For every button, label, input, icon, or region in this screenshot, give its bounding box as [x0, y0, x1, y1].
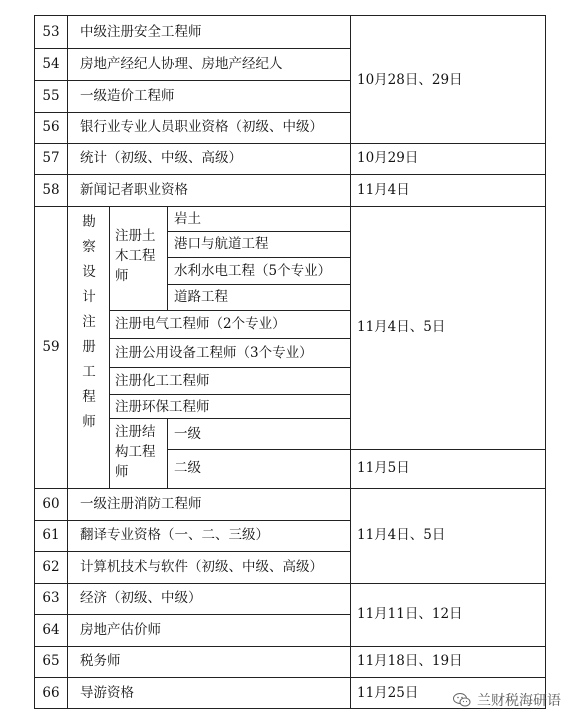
- row-number: 58: [42, 182, 60, 198]
- exam-name: 导游资格: [80, 685, 134, 701]
- row-number: 66: [42, 685, 60, 701]
- exam-date: 11月25日: [357, 685, 419, 701]
- exam-date: 11月4日、5日: [357, 319, 446, 335]
- rule: [34, 48, 350, 49]
- utility-engineer: 注册公用设备工程师（3个专业）: [115, 345, 313, 361]
- exam-name: 中级注册安全工程师: [80, 24, 202, 40]
- survey-category: 勘察设计注册工程师: [82, 214, 96, 430]
- structural-level: 一级: [174, 426, 201, 442]
- rule: [34, 174, 545, 175]
- rule: [109, 310, 350, 311]
- exam-name: 新闻记者职业资格: [80, 182, 188, 198]
- structural-engineer-label: 注册结构工程师: [115, 424, 156, 480]
- wechat-icon: [453, 692, 471, 708]
- exam-name: 统计（初级、中级、高级）: [80, 150, 242, 166]
- exam-name: 计算机技术与软件（初级、中级、高级）: [80, 559, 323, 575]
- row-number: 57: [42, 150, 60, 166]
- watermark: [453, 690, 561, 710]
- rule: [34, 112, 350, 113]
- rule: [167, 231, 350, 232]
- row-number: 63: [42, 590, 60, 606]
- exam-name: 房地产估价师: [80, 622, 161, 638]
- exam-date: 11月5日: [357, 460, 410, 476]
- rule: [109, 338, 350, 339]
- civil-engineer-label: 注册土木工程师: [115, 228, 156, 284]
- rule: [167, 449, 545, 450]
- rule: [34, 206, 545, 207]
- exam-date: 10月28日、29日: [357, 72, 463, 88]
- exam-name: 一级注册消防工程师: [80, 496, 202, 512]
- rule: [109, 394, 350, 395]
- rule: [34, 143, 545, 144]
- exam-name: 房地产经纪人协理、房地产经纪人: [80, 56, 283, 72]
- rule: [34, 80, 350, 81]
- exam-date: 11月18日、19日: [357, 653, 463, 669]
- rule: [109, 367, 350, 368]
- civil-item: 水利水电工程（5个专业）: [174, 263, 332, 279]
- row-number: 64: [42, 622, 60, 638]
- rule: [167, 257, 350, 258]
- exam-name: 税务师: [80, 653, 121, 669]
- exam-name: 银行业专业人员职业资格（初级、中级）: [80, 119, 323, 135]
- row-number: 54: [42, 56, 60, 72]
- rule: [109, 206, 110, 488]
- civil-item: 道路工程: [174, 289, 228, 305]
- row-number: 61: [42, 527, 60, 543]
- exam-date: 11月11日、12日: [357, 606, 463, 622]
- row-number: 53: [42, 24, 60, 40]
- rule: [34, 677, 545, 678]
- row-number: 56: [42, 119, 60, 135]
- chemical-engineer: 注册化工工程师: [115, 373, 210, 389]
- rule: [34, 551, 350, 552]
- rule: [109, 418, 350, 419]
- structural-level: 二级: [174, 460, 201, 476]
- watermark-text: 兰财税海研语: [477, 693, 561, 709]
- rule: [167, 418, 168, 488]
- rule: [167, 206, 168, 310]
- rule: [167, 284, 350, 285]
- row-number: 65: [42, 653, 60, 669]
- civil-item: 岩土: [174, 211, 201, 227]
- row-number: 55: [42, 88, 60, 104]
- exam-name: 经济（初级、中级）: [80, 590, 202, 606]
- rule: [545, 15, 546, 709]
- rule: [34, 646, 545, 647]
- rule: [350, 15, 351, 709]
- exam-name: 一级造价工程师: [80, 88, 175, 104]
- rule: [34, 614, 350, 615]
- environment-engineer: 注册环保工程师: [115, 399, 210, 415]
- exam-date: 10月29日: [357, 150, 419, 166]
- exam-date: 11月4日: [357, 182, 410, 198]
- row-number: 59: [42, 339, 60, 355]
- row-number: 62: [42, 559, 60, 575]
- rule: [34, 488, 545, 489]
- exam-date: 11月4日、5日: [357, 527, 446, 543]
- exam-name: 翻译专业资格（一、二、三级）: [80, 527, 269, 543]
- rule: [34, 15, 545, 16]
- row-number: 60: [42, 496, 60, 512]
- rule: [34, 583, 545, 584]
- electrical-engineer: 注册电气工程师（2个专业）: [115, 316, 286, 332]
- rule: [34, 520, 350, 521]
- civil-item: 港口与航道工程: [174, 236, 269, 252]
